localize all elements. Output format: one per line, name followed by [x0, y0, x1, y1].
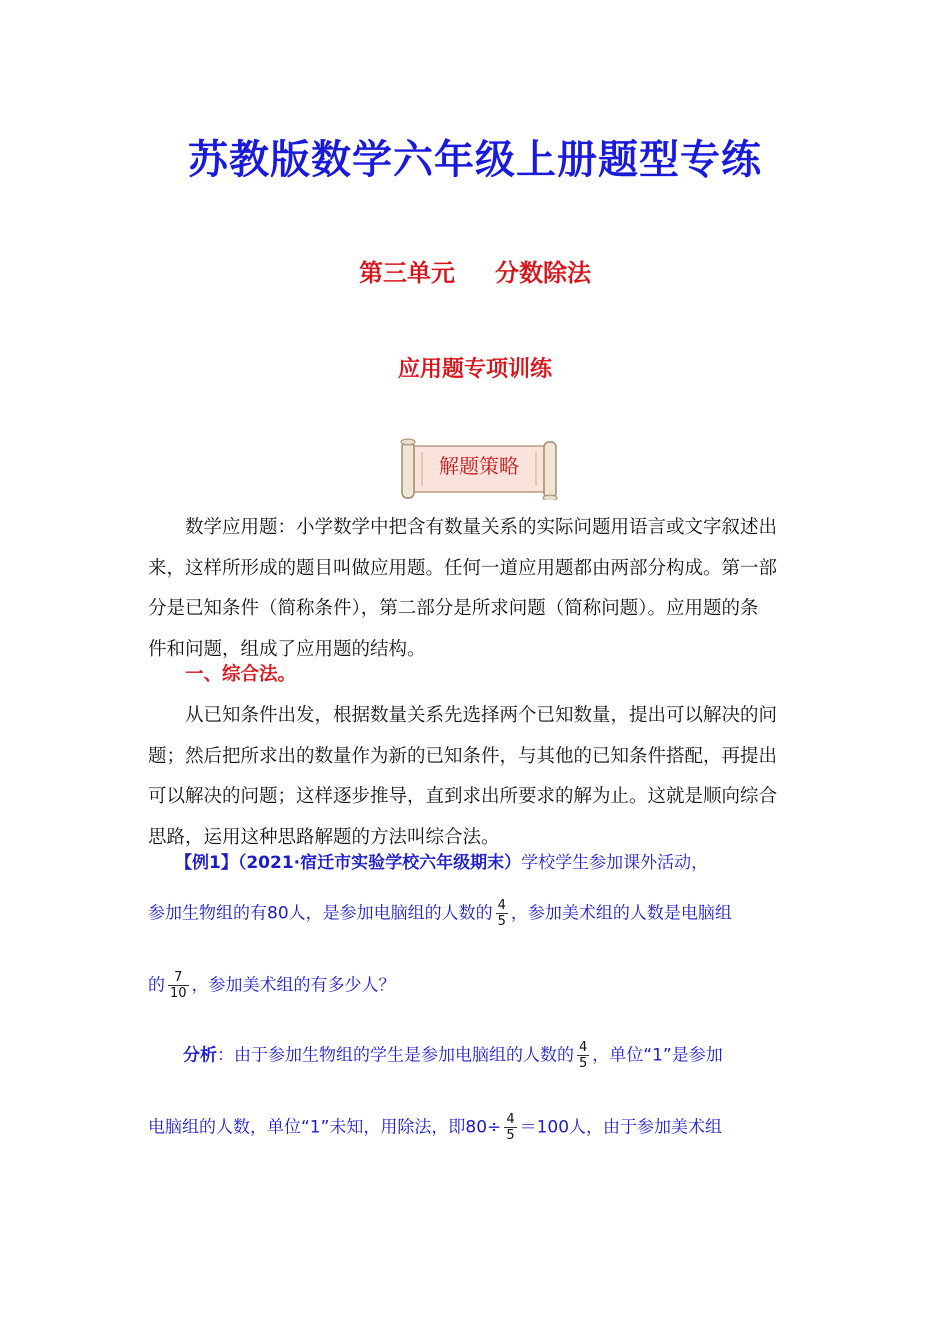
- section-subtitle: 应用题专项训练: [397, 357, 552, 382]
- example-text: 学校学生参加课外活动，: [521, 853, 709, 873]
- section1-line: 可以解决的问题；这样逐步推导，直到求出所要求的解为止。这就是顺向综合: [148, 786, 778, 807]
- fraction: [496, 898, 508, 929]
- fraction-denominator: 10: [170, 986, 187, 1001]
- intro-line: 件和问题，组成了应用题的结构。: [148, 638, 426, 660]
- fraction-numerator: 4: [506, 1112, 515, 1127]
- intro-paragraph: [148, 508, 808, 670]
- example-text: ，参加美术组的有多少人？: [191, 975, 396, 996]
- intro-line: 来，这样所形成的题目叫做应用题。任何一道应用题都由两部分构成。第一部: [148, 557, 778, 579]
- intro-line: 数学应用题：小学数学中把含有数量关系的实际问题用语言或文字叙述出: [185, 517, 778, 538]
- fraction: [168, 970, 189, 1001]
- section1-line: 思路，运用这种思路解题的方法叫综合法。: [148, 826, 500, 848]
- intro-line: 分是已知条件（简称条件），第二部分是所求问题（简称问题）。应用题的条: [148, 598, 759, 619]
- section1-heading: 一、综合法。: [185, 664, 297, 685]
- example-text: 的: [148, 975, 165, 996]
- fraction-denominator: 5: [506, 1128, 515, 1143]
- fraction-denominator: 5: [579, 1056, 588, 1071]
- fraction-numerator: 7: [168, 970, 189, 986]
- example-line-1: [175, 848, 708, 873]
- page-title: 苏教版数学六年级上册题型专练: [188, 137, 762, 183]
- unit-topic: 分数除法: [495, 259, 591, 287]
- section1-line: 从已知条件出发，根据数量关系先选择两个已知数量，提出可以解决的问: [185, 705, 778, 726]
- analysis-text: ＝100人，由于参加美术组: [519, 1117, 723, 1138]
- example-line-3: [148, 970, 396, 1001]
- fraction: [577, 1040, 589, 1071]
- fraction-denominator: 5: [497, 914, 506, 929]
- analysis-line-2: [148, 1112, 722, 1143]
- example-text: 参加生物组的有80人，是参加电脑组的人数的: [148, 903, 493, 924]
- fraction-numerator: 4: [497, 898, 506, 913]
- example-text: ，参加美术组的人数是电脑组: [510, 903, 732, 924]
- strategy-label: 解题策略: [439, 454, 519, 478]
- analysis-line-1: [183, 1040, 723, 1071]
- fraction: [504, 1112, 516, 1143]
- analysis-label: 分析: [183, 1045, 217, 1066]
- example-tag: 【例1】: [175, 853, 238, 873]
- unit-name: 第三单元: [359, 259, 455, 287]
- analysis-text: 电脑组的人数，单位“1”未知，用除法，即80÷: [148, 1117, 502, 1138]
- section1-heading-row: [148, 655, 808, 696]
- unit-heading: [0, 253, 950, 288]
- section1-line: 题；然后把所求出的数量作为新的已知条件，与其他的已知条件搭配，再提出: [148, 745, 778, 767]
- fraction-numerator: 4: [579, 1040, 588, 1055]
- example-line-2: [148, 898, 732, 929]
- analysis-text: ：由于参加生物组的学生是参加电脑组的人数的: [217, 1045, 574, 1066]
- section1-paragraph: [148, 696, 808, 858]
- analysis-text: ，单位“1”是参加: [592, 1045, 723, 1066]
- example-source: （2021·宿迁市实验学校六年级期末）: [237, 853, 522, 873]
